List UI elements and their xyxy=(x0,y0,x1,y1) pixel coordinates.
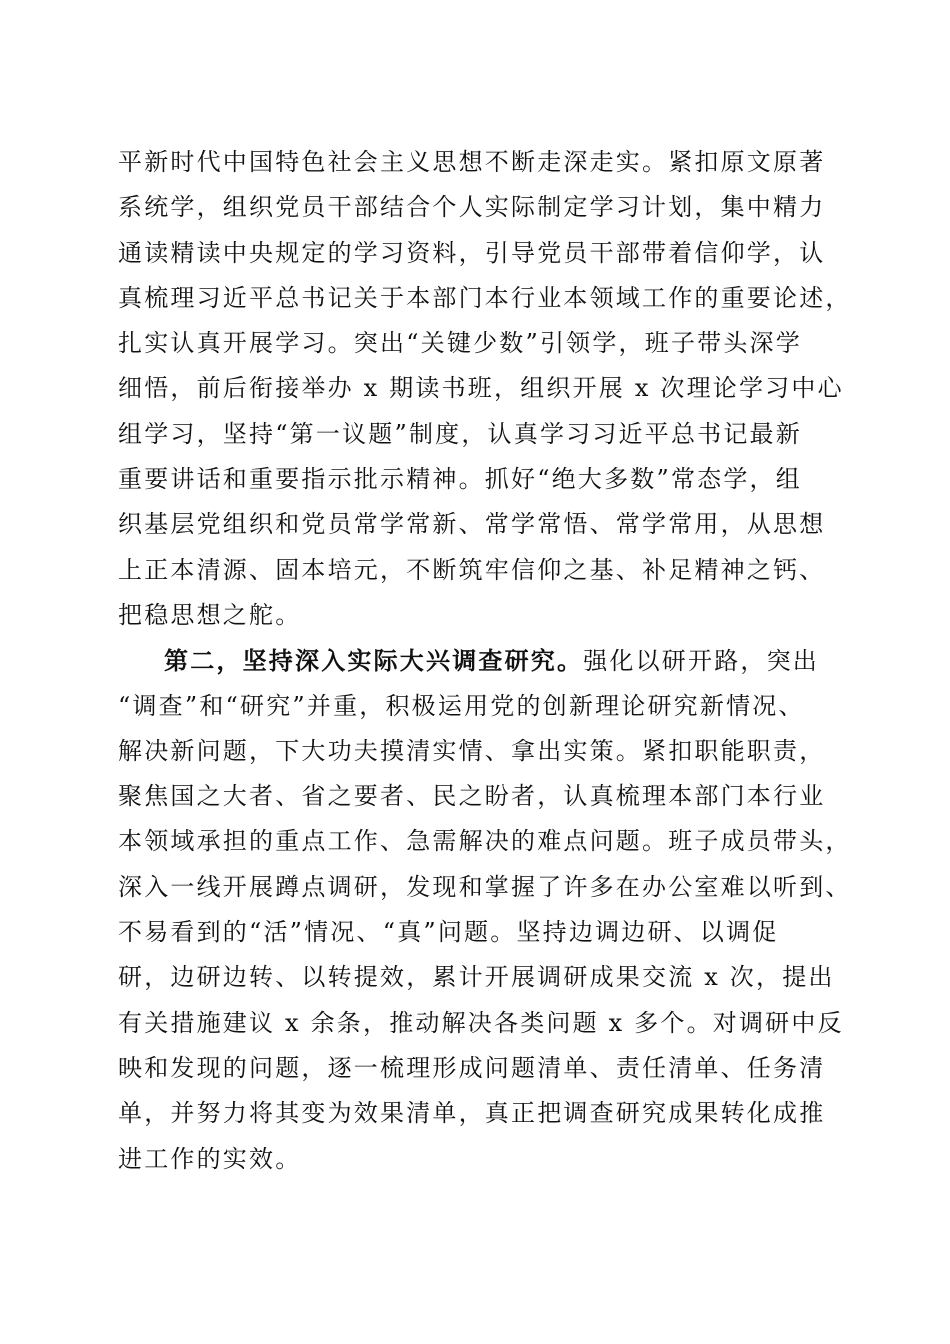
text-line: 解决新问题，下大功夫摸清实情、拿出实策。紧扣职能职责， xyxy=(118,736,826,765)
text-line: 本领域承担的重点工作、急需解决的难点问题。班子成员带头， xyxy=(118,827,852,856)
text-line: 平新时代中国特色社会主义思想不断走深走实。紧扣原文原著 xyxy=(118,148,826,176)
text-line: 上正本清源、固本培元，不断筑牢信仰之基、补足精神之钙、 xyxy=(118,555,826,584)
text-line: 进工作的实效。 xyxy=(118,1144,302,1173)
paragraph-first-line xyxy=(118,638,858,683)
text-line: “调查”和“研究”并重，积极运用党的创新理论研究新情况、 xyxy=(118,691,805,720)
section-heading: 第二，坚持深入实际大兴调查研究。 xyxy=(164,646,584,676)
text-line: 深入一线开展蹲点调研，发现和掌握了许多在办公室难以听到、 xyxy=(118,872,852,901)
text-line: 映和发现的问题，逐一梳理形成问题清单、责任清单、任务清 xyxy=(118,1053,826,1082)
text-line: 细悟，前后衔接举办 x 期读书班，组织开展 x 次理论学习中心 xyxy=(118,374,844,403)
text-line: 扎实认真开展学习。突出“关键少数”引领学，班子带头深学 xyxy=(118,329,802,358)
text-line: 研，边研边转、以转提效，累计开展调研成果交流 x 次，提出 xyxy=(118,963,835,992)
text-line: 组学习，坚持“第一议题”制度，认真学习习近平总书记最新 xyxy=(118,419,802,448)
body-text xyxy=(118,140,858,1182)
text-line: 把稳思想之舵。 xyxy=(118,600,302,629)
text-line: 重要讲话和重要指示批示精神。抓好“绝大多数”常态学，组 xyxy=(118,465,802,494)
text-line: 聚焦国之大者、省之要者、民之盼者，认真梳理本部门本行业 xyxy=(118,782,826,811)
text-line: 真梳理习近平总书记关于本部门本行业本领域工作的重要论述， xyxy=(118,283,852,312)
text-fragment: 强化以研开路，突出 xyxy=(583,647,820,676)
text-line: 不易看到的“活”情况、“真”问题。坚持边调边研、以调促 xyxy=(118,918,779,947)
text-line: 系统学，组织党员干部结合个人实际制定学习计划，集中精力 xyxy=(118,193,826,222)
text-line: 通读精读中央规定的学习资料，引导党员干部带着信仰学，认 xyxy=(118,238,826,267)
text-line: 单，并努力将其变为效果清单，真正把调查研究成果转化成推 xyxy=(118,1099,826,1128)
text-line: 有关措施建议 x 余条，推动解决各类问题 x 多个。对调研中反 xyxy=(118,1008,844,1037)
text-line: 织基层党组织和党员常学常新、常学常悟、常学常用，从思想 xyxy=(118,510,826,539)
